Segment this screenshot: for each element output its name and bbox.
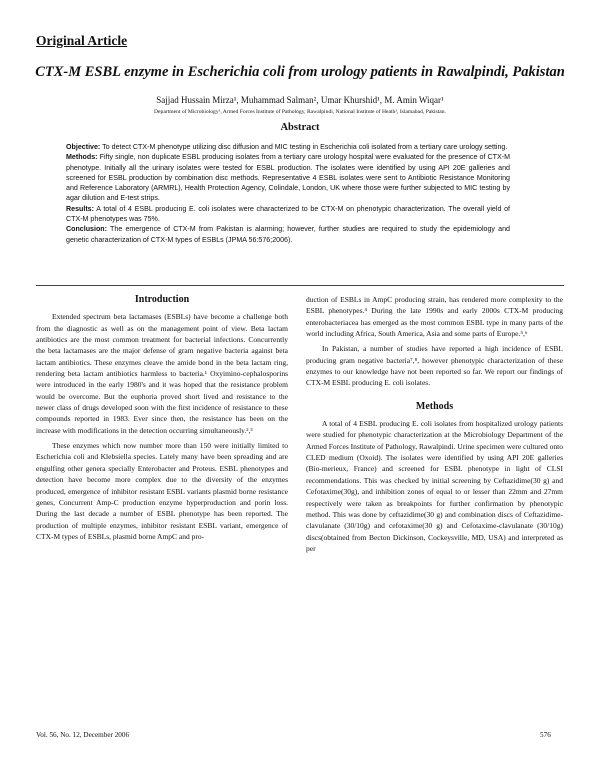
methods-heading: Methods [415,400,454,412]
intro-paragraph-3: duction of ESBLs in AmpC producing strain, has rendered more complexity to the ESBL phenotypes.⁴ During the late 1990s and early 2000s CTX-M producing enterobacteriacea has emerged as the most common ESBL type in many parts of the world including Africa, South America, Asia and some parts of Europe.⁵,⁶ [306,295,563,339]
abstract-conclusion: Conclusion: The emergence of CTX-M from Pakistan is alarming; however, further studies are required to study the epidemiology and genetic characterization of CTX-M types of ESBLs (JPMA 56:576;2006). [66,225,510,244]
article-title: CTX-M ESBL enzyme in Escherichia coli from urology patients in Rawalpindi, Pakistan [35,64,565,80]
left-column [36,294,288,542]
abstract-methods: Methods: Fifty single, non duplicate ESBL producing isolates from a tertiary care urology hospital were evaluated for the presence of CTX-M phenotype. Initially all the urinary isolates were tested for ESBL production. The isolates were identified by using API 20E galleries and screened for ESBL production by combination disc methods. Representative 4 ESBL isolates were sent to Antibiotic Resistance Monitoring and Reference Laboratory (ARMRL), Health Protection Agency, Colindale, London, UK where those were further subjected to MIC testing by agar dilution and E-test strips. [66,153,510,203]
authors: Sajjad Hussain Mirza¹, Muhammad Salman², Umar Khurshid¹, M. Amin Wiqar¹ [156,95,444,105]
affiliation: Department of Microbiology¹, Armed Forces Institute of Pathology, Rawalpindi, National Institute of Heath², Islamabad, Pakistan. [154,109,446,115]
methods-paragraph-1: A total of 4 ESBL producing E. coli isolates from hospitalized urology patients were studied for phenotypic characterization at the Microbiology Department of the Armed Forces Institute of Pathology, Rawalpindi. Urine specimen were cultured onto CLED medium (Oxoid). The isolates were identified by using API 20E galleries (Bio-merieux, France) and screened for ESBL phenotype in light of CLSI recommendations. This was checked by initial screening by Ceftazidime(30 g) and Cefotaxime(30g), and inhibition zones of equal to or lesser than 22mm and 27mm respectively were taken as breakpoints for further confirmation by phenotypic method. This was done by ceftazidime(30 g) and combination discs of Ceftazidime-clavulanate (30/10g) and cefotaxime(30 g) and Cefotaxime-clavulanate (30/10g) discs(obtained from Becton Dickinson, Cockeysville, MD, USA) and interpreted as per [306,419,563,553]
right-column [306,294,563,554]
abstract-heading: Abstract [280,122,320,133]
intro-paragraph-1: Extended spectrum beta lactamases (ESBLs) have become a challenge both from the diagnostic as well as on the management point of view. Beta lactam antibiotics are the most common treatment for bacterial infections. Concurrently the beta lactamases are the major defense of gram negative bacteria against beta lactam antibiotics. These enzymes cleave the amide bond in the beta lactam ring, rendering beta lactam antibiotics harmless to bacteria.¹ Oxyimino-cephalosporins were introduced in the early 1980's and it was hoped that the resistance problem would be overcome. But the euphoria proved short lived and resistance to the newer class of drugs developed soon with the first incidence of resistance to these compounds reported in 1983. Ever since then, the resistance has been on the increase with modifications in the detection occurring simultaneously.²,³ [36,312,288,435]
page-number: 576 [540,731,551,739]
journal-volume: Vol. 56, No. 12, December 2006 [36,731,130,739]
intro-paragraph-2: These enzymes which now number more than 150 were initially limited to Escherichia coli and Klebsiella species. Lately many have been spreading and are engulfing other genera specially Enterobacter and Proteus. ESBL phenotypes and detection have become more complex due to the diversity of the enzymes produced, emergence of inhibitor resistant ESBL variants plasmid borne resistance genes, Concurrent Amp-C production enzyme hyperproduction and porin loss. During the last decade a number of ESBL phenotype has been reported. The production of multiple enzymes, inhibitor resistant ESBL variant, emergence of CTX-M types of ESBLs, plasmid borne AmpC and pro- [36,441,288,541]
divider [36,285,564,286]
abstract [66,142,510,245]
abstract-results: Results: A total of 4 ESBL producing E. coli isolates were characterized to be CTX-M on phenotypic characterization. The overall yield of CTX-M phenotypes was 75%. [66,204,510,224]
abstract-objective: Objective: To detect CTX-M phenotype utilizing disc diffusion and MIC testing in Escherichia coli isolated from a tertiary care urology setting. [66,143,508,151]
intro-paragraph-4: In Pakistan, a number of studies have reported a high incidence of ESBL producing gram negative bacteria⁷,⁸, however phenotypic characterization of these enzymes to our knowledge have not been reported so far. We report our findings of CTX-M ESBL producing E. coli isolates. [306,344,563,388]
section-label: Original Article [36,33,128,48]
introduction-heading: Introduction [134,294,190,305]
